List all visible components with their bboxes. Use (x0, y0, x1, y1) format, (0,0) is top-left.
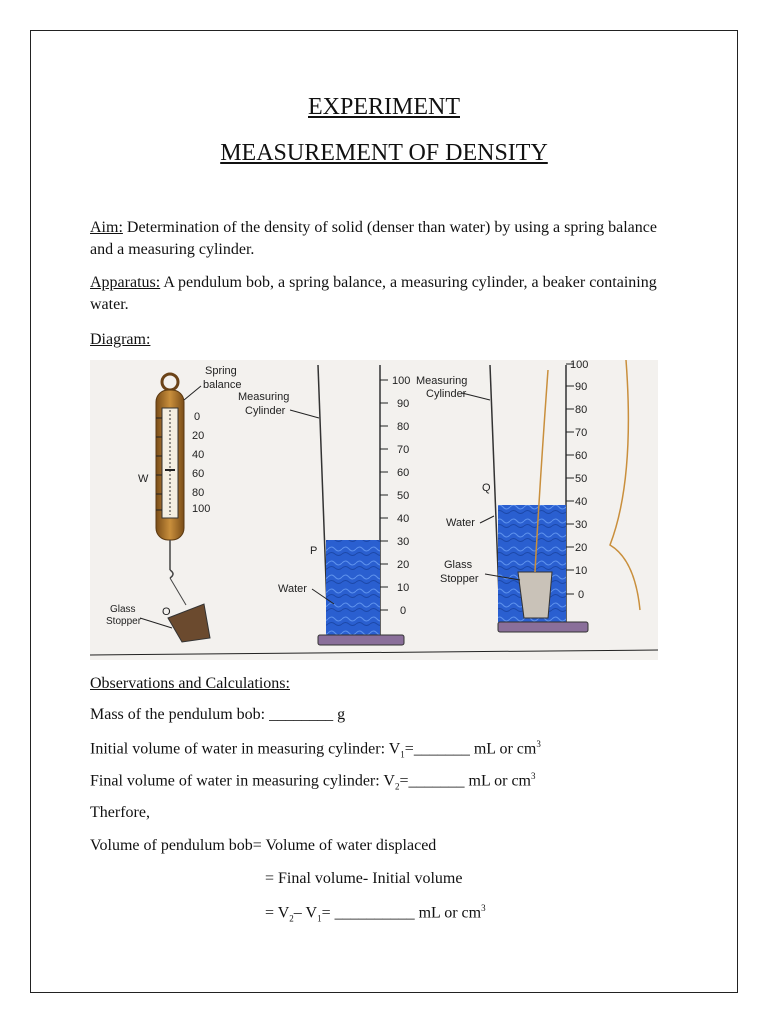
spring-tick-100: 100 (192, 503, 211, 515)
spring-tick-60: 60 (192, 468, 205, 480)
cyl2-scale-30: 30 (575, 519, 588, 531)
spring-label-2: balance (203, 379, 242, 391)
equation-line-2: = $V_2-$ $V_1=$ __________ mL or $cm^3$ (265, 903, 486, 924)
p-label: P (310, 545, 318, 557)
cyl1-scale-80: 80 (397, 421, 410, 433)
diagram-label: Diagram: (90, 331, 151, 348)
cyl1-scale-10: 10 (397, 582, 410, 594)
cyl1-scale-0: 0 (400, 605, 407, 617)
cyl2-scale-80: 80 (575, 404, 588, 416)
spring-tick-80: 80 (192, 487, 205, 499)
cyl1-upper-label-1: Measuring (416, 375, 468, 387)
o-label: O (162, 606, 171, 618)
cyl2-scale-20: 20 (575, 542, 588, 554)
cyl1-label-2: Cylinder (245, 405, 286, 417)
spring-tick-0: 0 (194, 411, 201, 423)
glass-stopper-left-1: Glass (110, 604, 136, 615)
aim-paragraph (90, 217, 670, 261)
apparatus-diagram (90, 360, 658, 660)
cyl1-scale-70: 70 (397, 444, 410, 456)
cyl1-scale-30: 30 (397, 536, 410, 548)
glass-stopper-submerged (518, 572, 552, 618)
cyl2-scale-0: 0 (578, 589, 585, 601)
cyl2-scale-60: 60 (575, 450, 588, 462)
q-label: Q (482, 482, 491, 494)
final-volume-line: Final volume of water in measuring cylinder: $V_2=\_\_\_\_\_\_\_$ mL or $cm^3$ (90, 771, 536, 792)
glass-stopper-right-2: Stopper (440, 573, 479, 585)
water2-label: Water (446, 517, 475, 529)
apparatus-paragraph (90, 272, 670, 316)
cylinder-1-base (318, 635, 404, 645)
therefore-line: Therfore, (90, 804, 150, 821)
observations-heading: Observations and Calculations: (90, 675, 290, 692)
apparatus-text: A pendulum bob, a spring balance, a measuring cylinder, a beaker containing water. (90, 274, 657, 313)
w-label: W (138, 473, 149, 485)
water1-label: Water (278, 583, 307, 595)
cyl2-scale-100: 100 (570, 360, 589, 371)
initial-volume-line: Initial volume of water in measuring cylinder: $V_1=\_\_\_\_\_\_\_$ mL or $cm^3$ (90, 739, 541, 760)
mass-line: Mass of the pendulum bob: ________ g (90, 706, 346, 723)
experiment-title: EXPERIMENT (308, 94, 460, 120)
cyl1-label-1: Measuring (238, 391, 290, 403)
cyl1-scale-20: 20 (397, 559, 410, 571)
glass-stopper-left-2: Stopper (106, 616, 142, 627)
cyl1-scale-100: 100 (392, 375, 411, 387)
aim-text: Determination of the density of solid (denser than water) by using a spring balance and a measuring cylinder. (90, 219, 657, 258)
cyl2-scale-70: 70 (575, 427, 588, 439)
cylinder-2-base (498, 622, 588, 632)
cyl1-scale-50: 50 (397, 490, 410, 502)
cyl2-scale-90: 90 (575, 381, 588, 393)
spring-tick-20: 20 (192, 430, 205, 442)
experiment-subtitle: MEASUREMENT OF DENSITY (220, 140, 548, 166)
cyl1-scale-40: 40 (397, 513, 410, 525)
spring-tick-40: 40 (192, 449, 205, 461)
cyl2-scale-40: 40 (575, 496, 588, 508)
cyl1-upper-label-2: Cylinder (426, 388, 467, 400)
cyl1-scale-90: 90 (397, 398, 410, 410)
glass-stopper-right-1: Glass (444, 559, 473, 571)
cyl1-scale-60: 60 (397, 467, 410, 479)
spring-label-1: Spring (205, 365, 237, 377)
cyl2-scale-50: 50 (575, 473, 588, 485)
apparatus-label: Apparatus: (90, 274, 161, 291)
water-cylinder-1 (326, 540, 380, 635)
volume-bob-line: Volume of pendulum bob= Volume of water displaced (90, 837, 437, 854)
equation-line-1: = Final volume- Initial volume (265, 870, 463, 887)
cyl2-scale-10: 10 (575, 565, 588, 577)
aim-label: Aim: (90, 219, 123, 236)
